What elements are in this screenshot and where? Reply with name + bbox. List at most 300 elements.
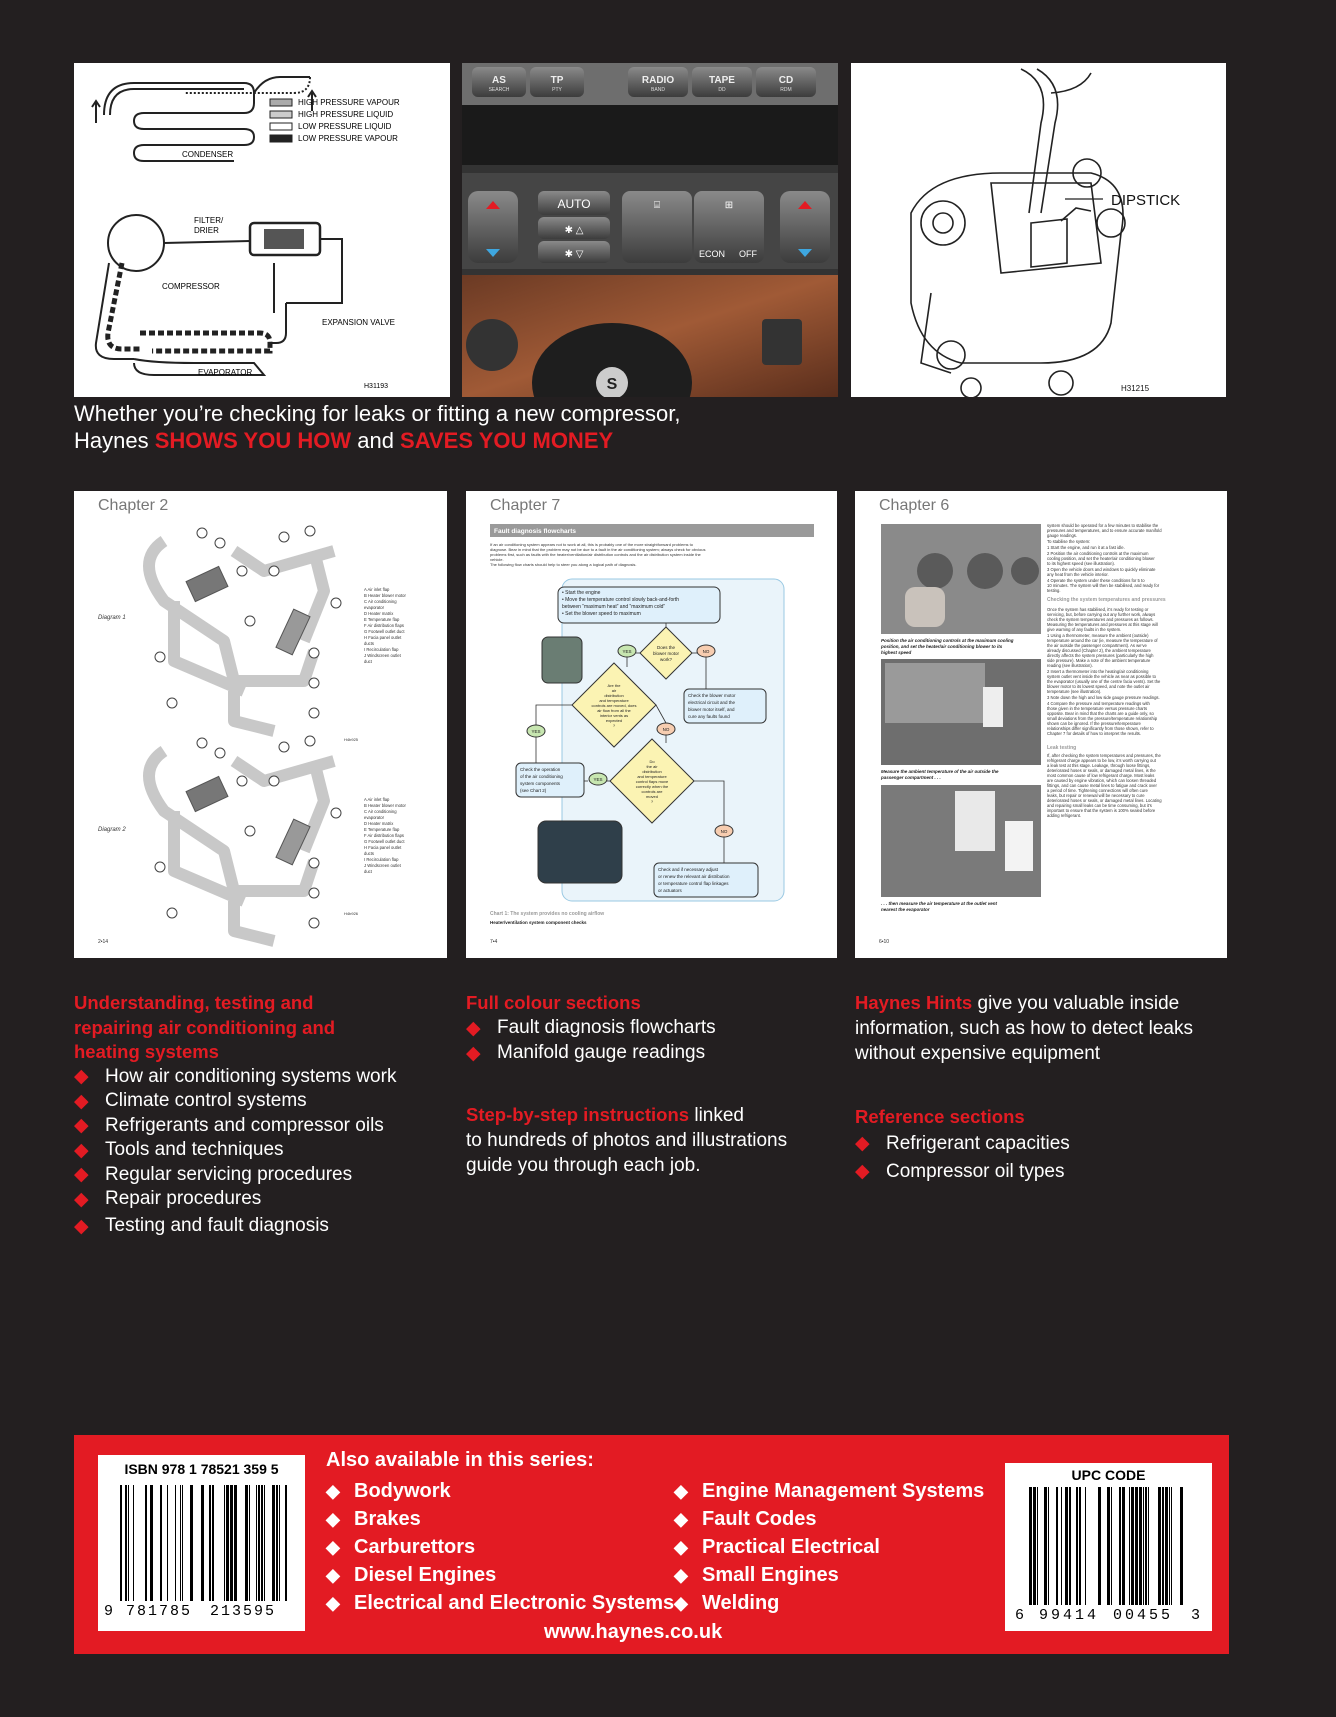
barcode-bar [1162, 1487, 1164, 1605]
svg-text:Position the air conditioning: Position the air conditioning controls at the maximum cooling [881, 638, 1014, 643]
diamond-bullet-icon: ◆ [466, 1042, 481, 1064]
svg-text:D Heater matrix: D Heater matrix [364, 611, 394, 616]
svg-text:controls are: controls are [641, 789, 663, 794]
diagram-1-label: Diagram 1 [98, 615, 126, 621]
label-compressor: COMPRESSOR [162, 282, 220, 291]
svg-text:Does the: Does the [656, 645, 676, 650]
barcode-bar [276, 1485, 278, 1601]
svg-text:adding refrigerant.: adding refrigerant. [1047, 813, 1081, 818]
svg-text:2 Position the air conditionin: 2 Position the air conditioning controls at the maximum [1047, 551, 1149, 556]
svg-text:blower motor to its lowest spe: blower motor to its lowest speed, and note the outlet air [1047, 684, 1150, 689]
page-number: 6•10 [879, 939, 890, 945]
svg-text:reading (see illustration).: reading (see illustration). [1047, 663, 1093, 668]
button-as-sub: SEARCH [488, 87, 510, 93]
list-item: ◆ Refrigerants and compressor oils [74, 1114, 384, 1137]
label-condenser: CONDENSER [182, 150, 234, 159]
barcode-bar [1085, 1487, 1086, 1605]
svg-text:C Air conditioning: C Air conditioning [364, 599, 397, 604]
barcode-bar [201, 1485, 204, 1601]
list-item: ◆ Tools and techniques [74, 1139, 284, 1161]
svg-text:3 Open the vehicle doors and w: 3 Open the vehicle doors and windows to quickly eliminate [1047, 567, 1156, 572]
svg-text:passenger compartment . . .: passenger compartment . . . [881, 775, 941, 780]
barcode-bar [1139, 1487, 1142, 1605]
svg-text:diagnose. Bear in mind that th: diagnose. Bear in mind that the problem may not be due to a fault in the air conditioning system; always check for obvious [490, 547, 706, 552]
svg-text:shown can be ignored. If the p: shown can be ignored. If the pressure/temperature [1047, 721, 1141, 726]
svg-text:NO: NO [720, 829, 728, 834]
diamond-bullet-icon: ◆ [466, 1017, 481, 1039]
econ-label: ECON [698, 249, 726, 259]
features-column-2 [466, 991, 836, 1178]
svg-text:Check the blower motor: Check the blower motor [688, 693, 736, 698]
svg-text:the air outside the passenger: the air outside the passenger compartment). As we’ve [1047, 643, 1147, 648]
svg-text:I Recirculation flap: I Recirculation flap [364, 647, 399, 652]
barcode-bar [1079, 1487, 1081, 1605]
svg-text:Are the: Are the [607, 683, 621, 688]
upc-barcode-bars [1005, 1463, 1212, 1631]
barcode-bar [209, 1485, 211, 1601]
auto-label: AUTO [557, 197, 591, 211]
list-item: ◆ Testing and fault diagnosis [74, 1215, 329, 1237]
barcode-bar [1169, 1487, 1170, 1605]
svg-text:temperature (see illustration): temperature (see illustration). [1047, 689, 1102, 694]
svg-text:important to ensure that the s: important to ensure that the system is 100% sealed before [1047, 808, 1156, 813]
barcode-bar [1122, 1487, 1125, 1605]
diamond-bullet-icon: ◆ [855, 1161, 870, 1182]
svg-text:between “maximum heat” and “ma: between “maximum heat” and “maximum cold” [562, 604, 666, 610]
haynes-hints-text: Haynes Hints give you valuable inside information, such as how to detect leaks without expensive equipment [855, 992, 1193, 1064]
barcode-bar [1048, 1487, 1049, 1605]
svg-text:or renew the relevant air dist: or renew the relevant air distribution [658, 874, 730, 879]
svg-text:position, and set the heater/a: position, and set the heater/air conditioning blower to its [881, 644, 1003, 649]
feature-list-1 [74, 1065, 434, 1241]
barcode-bar [249, 1485, 250, 1601]
barcode-bar [256, 1485, 257, 1601]
website-link[interactable]: www.haynes.co.uk [544, 1621, 723, 1643]
series-item: ◆ Welding [674, 1591, 780, 1614]
barcode-bar [1065, 1487, 1068, 1605]
legend-high-vapour: HIGH PRESSURE VAPOUR [298, 98, 400, 107]
barcode-bar [1111, 1487, 1112, 1605]
series-item: ◆ Bodywork [326, 1479, 451, 1502]
ac-system-diagram [74, 63, 450, 397]
tagline [74, 400, 681, 454]
diamond-bullet-icon: ◆ [674, 1480, 688, 1501]
svg-text:?: ? [612, 723, 616, 728]
diamond-bullet-icon: ◆ [74, 1164, 89, 1186]
svg-text:opposite. Bear in mind that th: opposite. Bear in mind that the charts are a guide only, so [1047, 711, 1154, 716]
svg-text:H Facia panel outlet: H Facia panel outlet [364, 845, 402, 850]
series-item: ◆ Brakes [326, 1507, 421, 1530]
diamond-bullet-icon: ◆ [326, 1536, 340, 1557]
diamond-bullet-icon: ◆ [674, 1592, 688, 1613]
shows-you-how: SHOWS YOU HOW [154, 428, 352, 453]
svg-text:ducts: ducts [364, 851, 375, 856]
barcode-bar [279, 1485, 280, 1601]
climate-control-photo [462, 63, 838, 397]
upc-barcode: UPC CODE 6 99414 00455 3 [1005, 1463, 1212, 1631]
list-item: ◆ Climate control systems [74, 1090, 307, 1112]
barcode-bar [234, 1485, 237, 1601]
svg-text:air: air [611, 688, 617, 693]
series-item: ◆ Small Engines [674, 1563, 839, 1586]
svg-text:Leak testing: Leak testing [1047, 745, 1077, 751]
fan-down-icon: ✱ ▽ [564, 249, 584, 260]
svg-text:or temperature control flap li: or temperature control flap linkages [658, 881, 729, 886]
svg-text:If, after checking the system: If, after checking the system temperatures and pressures, the [1047, 753, 1161, 758]
svg-text:E Temperature flap: E Temperature flap [364, 617, 400, 622]
svg-text:and temperature: and temperature [637, 774, 667, 779]
barcode-bar [160, 1485, 162, 1601]
barcode-bar [133, 1485, 134, 1601]
barcode-bar [264, 1485, 265, 1601]
series-item: ◆ Practical Electrical [674, 1535, 880, 1558]
svg-text:problems first, such as faults: problems first, such as faults with the heater/ventilation/air distribution controls and the air distribution system inside the [490, 552, 701, 557]
svg-text:distribution: distribution [604, 693, 624, 698]
barcode-bar [285, 1485, 287, 1601]
thumbnail-photo [542, 637, 582, 683]
button-cd-sub: RDM [780, 87, 792, 93]
svg-text:deteriorated hoses or seals, o: deteriorated hoses or seals, or damaged metal lines, is the [1047, 768, 1156, 773]
svg-text:temperature around the car (ie: temperature around the car (ie, measure the temperature of [1047, 638, 1158, 643]
barcode-bar [1029, 1487, 1032, 1605]
svg-text:testing.: testing. [1047, 588, 1061, 593]
barcode-bar [1069, 1487, 1071, 1605]
barcode-bar [1165, 1487, 1168, 1605]
barcode-bar [182, 1485, 183, 1601]
button-tape-sub: DD [718, 87, 726, 93]
off-label: OFF [739, 249, 757, 259]
svg-text:A Air inlet flap: A Air inlet flap [364, 587, 390, 592]
svg-text:• Start the engine: • Start the engine [562, 590, 601, 596]
svg-text:expected: expected [605, 718, 623, 723]
svg-text:distribution: distribution [642, 769, 662, 774]
svg-text:control flaps move: control flaps move [635, 779, 669, 784]
barcode-bar [1143, 1487, 1144, 1605]
svg-text:The following flow charts shou: The following flow charts should help to steer you along a logical path of diagnosis. [490, 562, 637, 567]
svg-text:small deviations from the pres: small deviations from the pressure/temperature relationship [1047, 716, 1158, 721]
legend-low-vapour: LOW PRESSURE VAPOUR [298, 134, 398, 143]
barcode-bar [1056, 1487, 1058, 1605]
flowchart-heading: Fault diagnosis flowcharts [494, 528, 576, 535]
series-item: ◆ Fault Codes [674, 1507, 817, 1530]
label-expansion-valve: EXPANSION VALVE [322, 318, 395, 327]
diamond-bullet-icon: ◆ [74, 1115, 89, 1137]
svg-text:pressures and temperatures, an: pressures and temperatures, and to ensure accurate manifold [1047, 528, 1162, 533]
reference-sections-title: Reference sections [855, 1106, 1025, 1127]
chart-caption: Chart 1: The system provides no cooling airflow [490, 911, 605, 917]
svg-text:and temperature: and temperature [599, 698, 629, 703]
series-heading: Also available in this series: [326, 1449, 594, 1471]
diamond-bullet-icon: ◆ [674, 1536, 688, 1557]
svg-text:system components: system components [520, 781, 561, 786]
svg-text:system outlet vent inside the: system outlet vent inside the vehicle as near as possible to [1047, 674, 1156, 679]
svg-text:blower motor: blower motor [652, 651, 680, 656]
barcode-bar [1107, 1487, 1110, 1605]
barcode-bar [1061, 1487, 1062, 1605]
svg-text:Check and if necessary adjust: Check and if necessary adjust [658, 867, 719, 872]
diamond-bullet-icon: ◆ [74, 1066, 89, 1088]
barcode-bar [245, 1485, 248, 1601]
svg-text:controls are moved, does: controls are moved, does [591, 703, 637, 708]
compressor-drawing [851, 63, 1226, 397]
diamond-bullet-icon: ◆ [74, 1139, 89, 1161]
barcode-bar [1129, 1487, 1130, 1605]
svg-text:I Recirculation flap: I Recirculation flap [364, 857, 399, 862]
series-item: ◆ Carburettors [326, 1535, 476, 1558]
svg-text:F Air distribution flaps: F Air distribution flaps [364, 833, 405, 838]
svg-text:YES: YES [593, 777, 603, 782]
svg-text:evaporator: evaporator [364, 605, 385, 610]
button-radio: RADIO [641, 75, 675, 86]
barcode-bar [167, 1485, 168, 1601]
svg-text:1 Start the engine, and run it: 1 Start the engine, and run it at a fast idle. [1047, 545, 1125, 550]
diamond-bullet-icon: ◆ [74, 1188, 89, 1210]
svg-text:of the air conditioning: of the air conditioning [520, 774, 563, 779]
diamond-bullet-icon: ◆ [674, 1564, 688, 1585]
button-tape: TAPE [709, 75, 735, 86]
barcode-bar [1145, 1487, 1147, 1605]
chapter-label: Chapter 7 [490, 497, 561, 514]
rear-defrost-icon: ⊞ [724, 200, 734, 211]
list-item: ◆ Repair procedures [74, 1188, 262, 1210]
svg-text:Once the system has stabilised: Once the system has stabilised, it’s ready for testing or [1047, 607, 1149, 612]
label-filter: FILTER/ [194, 216, 224, 225]
svg-text:B Heater blower motor: B Heater blower motor [364, 593, 406, 598]
svg-text:A Air inlet flap: A Air inlet flap [364, 797, 390, 802]
svg-text:to its highest speed (see illu: to its highest speed (see illustration). [1047, 561, 1115, 566]
barcode-bar [128, 1485, 129, 1601]
svg-text:1 Using a thermometer, measure: 1 Using a thermometer, measure the ambient (outside) [1047, 633, 1149, 638]
diamond-bullet-icon: ◆ [326, 1592, 340, 1613]
barcode-bar [150, 1485, 153, 1601]
svg-text:• Set the blower speed to maxi: • Set the blower speed to maximum [562, 611, 641, 617]
diamond-bullet-icon: ◆ [74, 1090, 89, 1112]
svg-text:highest speed: highest speed [881, 650, 912, 655]
svg-text:interior vents as: interior vents as [599, 713, 629, 718]
svg-text:refrigerant charge appears to: refrigerant charge appears to be low, it’s worth carrying out [1047, 758, 1156, 763]
svg-text:air flow from all the: air flow from all the [597, 708, 631, 713]
barcode-bar [125, 1485, 127, 1601]
features-column-3 [855, 991, 1227, 1186]
svg-text:J Windscreen outlet: J Windscreen outlet [364, 863, 401, 868]
svg-text:servicing, but, before carryin: servicing, but, before carrying out any further work, always [1047, 612, 1156, 617]
svg-text:H Facia panel outlet: H Facia panel outlet [364, 635, 402, 640]
label-drier: DRIER [194, 226, 219, 235]
svg-text:nearest the evaporator: nearest the evaporator [881, 907, 930, 912]
svg-text:work?: work? [659, 657, 673, 662]
svg-text:a period of time. Tightening c: a period of time. Tightening connections will often cure [1047, 788, 1148, 793]
svg-text:YES: YES [531, 729, 541, 734]
diamond-bullet-icon: ◆ [326, 1480, 340, 1501]
barcode-bar [258, 1485, 260, 1601]
feature-title-2: Full colour sections [466, 992, 641, 1013]
svg-text:S: S [606, 376, 618, 393]
svg-text:YES: YES [622, 649, 632, 654]
svg-text:check the system temperatures: check the system temperatures and pressures as follows. [1047, 617, 1154, 622]
svg-text:system should be operated for: system should be operated for a few minutes to stabilise the [1047, 523, 1159, 528]
barcode-bar [1131, 1487, 1134, 1605]
diamond-bullet-icon: ◆ [74, 1215, 89, 1237]
tagline-line1: Whether you’re checking for leaks or fitting a new compressor, [74, 401, 681, 426]
sample-page-chapter-6 [855, 491, 1227, 958]
svg-text:B Heater blower motor: B Heater blower motor [364, 803, 406, 808]
fan-up-icon: ✱ △ [564, 225, 584, 236]
chapter-label: Chapter 2 [98, 497, 169, 514]
svg-text:are caused by engine vibration: are caused by engine vibration, which can loosen threaded [1047, 778, 1157, 783]
svg-text:?: ? [650, 799, 654, 804]
list-item: ◆ Refrigerant capacities [855, 1132, 1070, 1154]
diamond-bullet-icon: ◆ [674, 1508, 688, 1529]
barcode-bar [226, 1485, 229, 1601]
legend-low-liquid: LOW PRESSURE LIQUID [298, 122, 392, 131]
list-item: ◆ Fault diagnosis flowcharts [466, 1017, 716, 1039]
step-by-step-text: Step-by-step instructions linked to hundreds of photos and illustrations guide you through each job. [466, 1103, 788, 1176]
defrost-icon: ⌸ [654, 200, 660, 211]
barcode-bar [1119, 1487, 1121, 1605]
svg-text:already discussed (Chapter 2),: already discussed (Chapter 2), the ambient temperature [1047, 648, 1151, 653]
footer-band [74, 1435, 1229, 1654]
svg-text:evaporator: evaporator [364, 815, 385, 820]
svg-text:J Windscreen outlet: J Windscreen outlet [364, 653, 401, 658]
svg-text:• Move the temperature control: • Move the temperature control slowly back-and-forth [562, 597, 680, 603]
barcode-bar [1135, 1487, 1138, 1605]
svg-text:Checking the system temperatur: Checking the system temperatures and pressures [1047, 597, 1166, 603]
barcode-bar [224, 1485, 225, 1601]
series-list-right [674, 1477, 984, 1617]
diamond-bullet-icon: ◆ [855, 1133, 870, 1154]
haynes-hints-title: Haynes Hints [855, 992, 973, 1013]
barcode-bar [1098, 1487, 1101, 1605]
svg-text:(see Chart 2): (see Chart 2) [520, 788, 547, 793]
tagline-and: and [351, 428, 401, 453]
svg-text:electrical circuit and the: electrical circuit and the [688, 700, 736, 705]
svg-text:4 Operate the system under the: 4 Operate the system under these conditions for 5 to [1047, 578, 1145, 583]
isbn-barcode: ISBN 978 1 78521 359 5 9 781785 213595 [98, 1455, 305, 1631]
button-radio-sub: BAND [651, 87, 665, 93]
svg-text:Heater/ventilation system comp: Heater/ventilation system component checks [490, 920, 587, 925]
svg-text:Check the operation: Check the operation [520, 767, 561, 772]
svg-text:NO: NO [702, 649, 710, 654]
dipstick-label: DIPSTICK [1111, 192, 1181, 209]
svg-text:most common cause of low refri: most common cause of low refrigerant charge. Most leaks [1047, 773, 1155, 778]
svg-text:E Temperature flap: E Temperature flap [364, 827, 400, 832]
svg-text:duct: duct [364, 869, 372, 874]
barcode-bar [1076, 1487, 1078, 1605]
barcode-bar [1033, 1487, 1036, 1605]
compressor-figure-code: H31215 [1121, 384, 1150, 393]
svg-text:NO: NO [662, 727, 670, 732]
feature-title-1: Understanding, testing and repairing air conditioning and heating systems [74, 992, 336, 1062]
svg-text:4 Compare the pressure and tem: 4 Compare the pressure and temperature readings with [1047, 701, 1150, 706]
svg-text:H4b926: H4b926 [344, 911, 359, 916]
diamond-bullet-icon: ◆ [326, 1508, 340, 1529]
svg-text:Chapter 7 for details of how t: Chapter 7 for details of how to interpret the results. [1047, 731, 1142, 736]
svg-text:cure any faults found: cure any faults found [688, 714, 730, 719]
barcode-bar [180, 1485, 181, 1601]
svg-text:vehicle.: vehicle. [490, 557, 504, 562]
svg-text:10 minutes. The system will th: 10 minutes. The system will then be stabilised, and ready for [1047, 583, 1160, 588]
svg-text:3 Note down the high and low s: 3 Note down the high and low side gauge pressure readings. [1047, 695, 1160, 700]
list-item: ◆ Compressor oil types [855, 1160, 1065, 1182]
button-tp: TP [550, 75, 564, 86]
svg-text:If an air conditioning system: If an air conditioning system appears not to work at all, this is probably one of the more straightforward problems to [490, 542, 693, 547]
button-cd: CD [778, 75, 794, 86]
chapter-label: Chapter 6 [879, 497, 950, 514]
svg-text:moved: moved [645, 794, 659, 799]
barcode-bar [1171, 1487, 1172, 1605]
barcode-bar [272, 1485, 275, 1601]
barcode-bar [145, 1485, 147, 1601]
barcode-bar [175, 1485, 176, 1601]
list-item: ◆ Regular servicing procedures [74, 1163, 353, 1186]
page-number: 2•14 [98, 939, 109, 945]
page-number: 7•4 [490, 939, 498, 945]
svg-text:side pressure). Make a note of: side pressure). Make a note of the ambient temperature [1047, 658, 1151, 663]
features-column-1 [74, 991, 434, 1241]
sample-page-chapter-7 [466, 491, 837, 958]
barcode-bar [190, 1485, 193, 1601]
svg-text:blower motor itself, and: blower motor itself, and [688, 707, 735, 712]
svg-text:To stabilise the system:: To stabilise the system: [1047, 539, 1091, 544]
legend-high-liquid: HIGH PRESSURE LIQUID [298, 110, 394, 119]
svg-text:leaks, but repair or renewal w: leaks, but repair or renewal will be necessary to cure [1047, 793, 1145, 798]
barcode-bar [1044, 1487, 1047, 1605]
series-item: ◆ Engine Management Systems [674, 1479, 985, 1502]
barcode-bar [1158, 1487, 1161, 1605]
button-as: AS [492, 75, 506, 86]
svg-text:F Air distribution flaps: F Air distribution flaps [364, 623, 405, 628]
series-item: ◆ Diesel Engines [326, 1563, 497, 1586]
svg-text:duct: duct [364, 659, 372, 664]
svg-text:directly affects the system pr: directly affects the system pressures (particularly the high [1047, 653, 1154, 658]
svg-text:cooling position, and set the: cooling position, and set the heater/air conditioning blower [1047, 556, 1155, 561]
isbn-label: ISBN 978 1 78521 359 5 [124, 1461, 279, 1477]
svg-text:Do: Do [649, 759, 655, 764]
svg-text:gauge readings.: gauge readings. [1047, 533, 1078, 538]
button-tp-sub: PTY [552, 87, 562, 93]
series-list-left [326, 1477, 674, 1617]
svg-text:fittings, and can cause metal: fittings, and can cause metal lines to fatigue and crack over [1047, 783, 1157, 788]
svg-text:Measure the ambient temperatur: Measure the ambient temperature of the air outside the [881, 769, 999, 774]
label-evaporator: EVAPORATOR [198, 368, 253, 377]
svg-text:2 Insert a thermometer into th: 2 Insert a thermometer into the heating/air conditioning [1047, 669, 1149, 674]
barcode-bar [1180, 1487, 1183, 1605]
svg-text:or actuators: or actuators [658, 888, 682, 893]
svg-text:the evaporator (usually one of: the evaporator (usually one of the centre facia vents). Set the [1047, 679, 1161, 684]
list-item: ◆ How air conditioning systems work [74, 1065, 397, 1088]
barcode-bar [261, 1485, 263, 1601]
barcode-bar [1148, 1487, 1149, 1605]
saves-you-money: SAVES YOU MONEY [400, 428, 614, 453]
list-item: ◆ Manifold gauge readings [466, 1042, 706, 1064]
svg-text:C Air conditioning: C Air conditioning [364, 809, 397, 814]
svg-text:a leak test at this stage. Lea: a leak test at this stage. Leakage, through loose fittings, [1047, 763, 1151, 768]
tagline-prefix: Haynes [74, 428, 155, 453]
barcode-bar [1037, 1487, 1038, 1605]
upc-label: UPC CODE [1071, 1467, 1146, 1483]
sample-page-chapter-2 [74, 491, 447, 958]
step-by-step-title: Step-by-step instructions [466, 1103, 690, 1125]
svg-text:ducts: ducts [364, 641, 375, 646]
barcode-bar [230, 1485, 233, 1601]
svg-text:deteriorated hoses or seals, o: deteriorated hoses or seals, or damaged metal lines. Locating [1047, 798, 1162, 803]
svg-text:D Heater matrix: D Heater matrix [364, 821, 394, 826]
svg-text:. . . then measure the air tem: . . . then measure the air temperature at the outlet vent [881, 901, 998, 906]
svg-text:relationships differ significa: relationships differ significantly from those shown, refer to [1047, 726, 1154, 731]
svg-text:those given in the temperature: those given in the temperature versus pressure charts [1047, 706, 1148, 711]
diamond-bullet-icon: ◆ [326, 1564, 340, 1585]
svg-text:give warning of any faults in: give warning of any faults in the system. [1047, 627, 1122, 632]
